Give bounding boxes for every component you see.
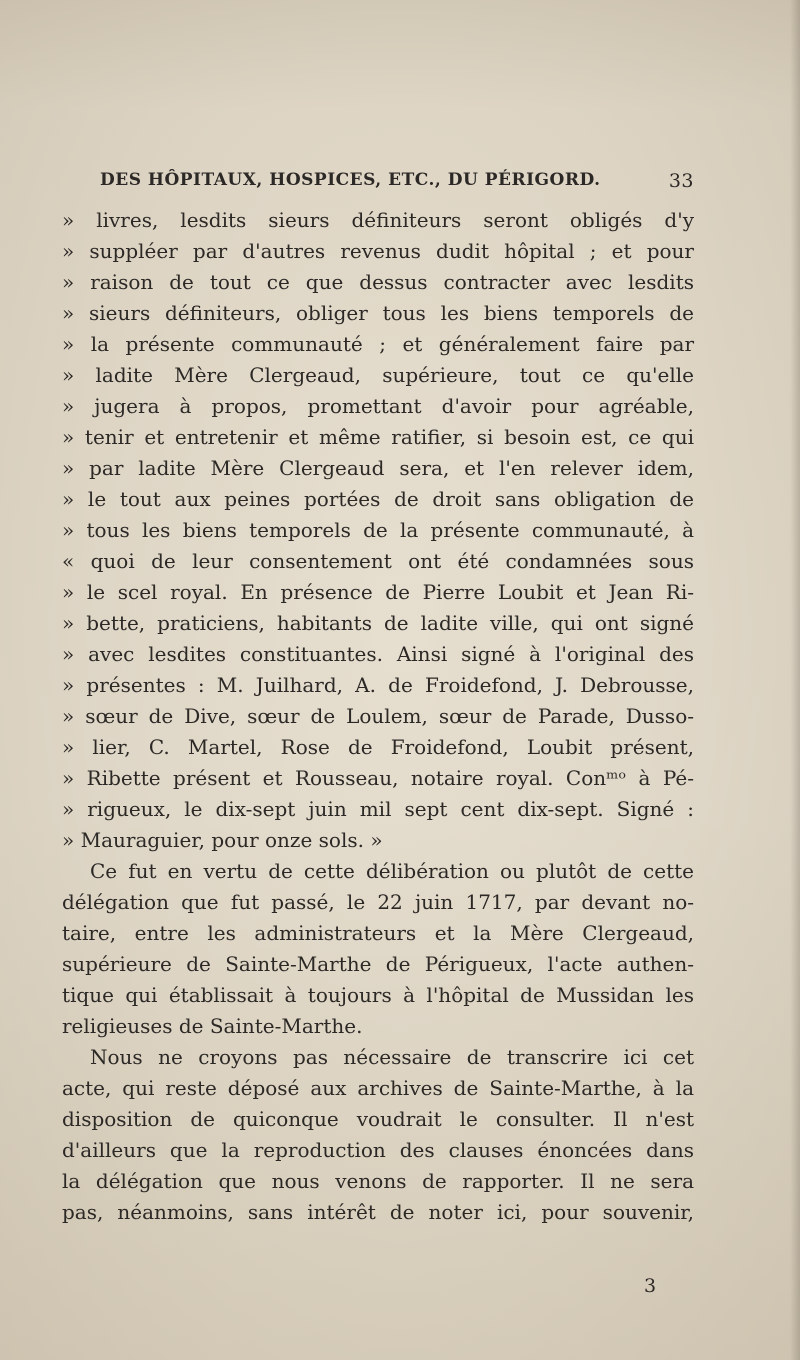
- text-line: » lier, C. Martel, Rose de Froidefond, Loubit présent,: [62, 735, 694, 759]
- text-line: » avec lesdites constituantes. Ainsi signé à l'original des: [62, 642, 694, 666]
- text-line: » tenir et entretenir et même ratifier, si besoin est, ce qui: [62, 425, 694, 449]
- text-line: délégation que fut passé, le 22 juin 1717, par devant no-: [62, 890, 694, 914]
- page-number: 33: [668, 170, 694, 192]
- text-line: supérieure de Sainte-Marthe de Périgueux, l'acte authen-: [62, 952, 694, 976]
- text-line: pas, néanmoins, sans intérêt de noter ici, pour souvenir,: [62, 1200, 694, 1224]
- text-line: religieuses de Sainte-Marthe.: [62, 1014, 363, 1038]
- text-line: » par ladite Mère Clergeaud sera, et l'en relever idem,: [62, 456, 694, 480]
- paragraph-start-line: Ce fut en vertu de cette délibération ou plutôt de cette: [90, 859, 694, 883]
- text-line: » bette, praticiens, habitants de ladite ville, qui ont signé: [62, 611, 694, 635]
- page-edge-shadow: [790, 0, 800, 1360]
- text-line: d'ailleurs que la reproduction des clauses énoncées dans: [62, 1138, 694, 1162]
- text-line: » raison de tout ce que dessus contracter avec lesdits: [62, 270, 694, 294]
- text-line: « quoi de leur consentement ont été condamnées sous: [62, 549, 694, 573]
- text-line: » le tout aux peines portées de droit sans obligation de: [62, 487, 694, 511]
- text-line: » rigueux, le dix-sept juin mil sept cent dix-sept. Signé :: [62, 797, 694, 821]
- text-line: » suppléer par d'autres revenus dudit hôpital ; et pour: [62, 239, 694, 263]
- text-line: » la présente communauté ; et généralement faire par: [62, 332, 694, 356]
- page-header: [100, 170, 694, 196]
- text-line: » livres, lesdits sieurs définiteurs seront obligés d'y: [62, 208, 694, 232]
- text-line: » présentes : M. Juilhard, A. de Froidefond, J. Debrousse,: [62, 673, 694, 697]
- page-body: [62, 205, 694, 1228]
- text-line: taire, entre les administrateurs et la Mère Clergeaud,: [62, 921, 694, 945]
- text-line: » sœur de Dive, sœur de Loulem, sœur de Parade, Dusso-: [62, 704, 694, 728]
- text-line: » ladite Mère Clergeaud, supérieure, tout ce qu'elle: [62, 363, 694, 387]
- running-head: DES HÔPITAUX, HOSPICES, ETC., DU PÉRIGORD.: [100, 170, 601, 190]
- text-line: » Mauraguier, pour onze sols. »: [62, 828, 383, 852]
- text-line: » tous les biens temporels de la présente communauté, à: [62, 518, 694, 542]
- text-line: » jugera à propos, promettant d'avoir pour agréable,: [62, 394, 694, 418]
- text-line: la délégation que nous venons de rapporter. Il ne sera: [62, 1169, 694, 1193]
- text-line: disposition de quiconque voudrait le consulter. Il n'est: [62, 1107, 694, 1131]
- text-line: tique qui établissait à toujours à l'hôpital de Mussidan les: [62, 983, 694, 1007]
- text-line: » le scel royal. En présence de Pierre Loubit et Jean Ri-: [62, 580, 694, 604]
- signature-mark: 3: [644, 1275, 657, 1297]
- text-line: » Ribette présent et Rousseau, notaire royal. Conᵐᵒ à Pé-: [62, 766, 694, 790]
- paragraph-start-line: Nous ne croyons pas nécessaire de transcrire ici cet: [90, 1045, 694, 1069]
- text-line: acte, qui reste déposé aux archives de Sainte-Marthe, à la: [62, 1076, 694, 1100]
- text-line: » sieurs définiteurs, obliger tous les biens temporels de: [62, 301, 694, 325]
